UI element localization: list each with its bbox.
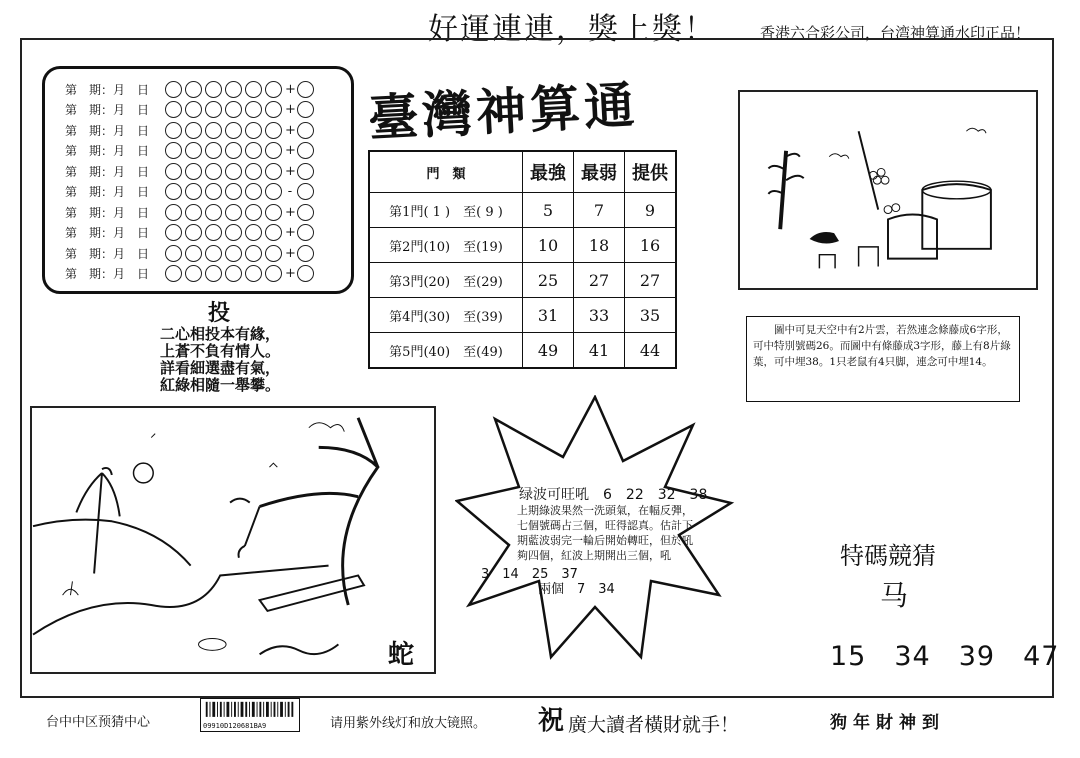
number-circle xyxy=(205,142,222,159)
number-circle xyxy=(265,245,282,262)
tracking-row-label: 第 期：月 日 xyxy=(65,185,150,199)
tracking-row xyxy=(65,161,317,181)
top-slogan: 好運連連，獎上獎！ xyxy=(428,12,716,47)
number-circle xyxy=(205,101,222,118)
number-circle xyxy=(265,204,282,221)
number-circle xyxy=(265,81,282,98)
row-range: 第4門(30) 至(39) xyxy=(369,298,523,333)
footer-wish-char: 祝 xyxy=(538,706,565,736)
tracking-row xyxy=(65,243,317,263)
number-circle xyxy=(297,245,314,262)
header-category: 門 類 xyxy=(369,151,523,193)
tracking-row-operator: + xyxy=(285,245,296,261)
snake-landscape-illustration xyxy=(30,406,436,674)
poem-line: 上蒼不負有情人。 xyxy=(160,342,281,360)
number-circle xyxy=(265,183,282,200)
header-weak: 最弱 xyxy=(574,151,625,193)
number-circle xyxy=(297,81,314,98)
tracking-row xyxy=(65,182,317,202)
poem-line: 詳看細選盡有氣， xyxy=(160,359,281,377)
number-circle xyxy=(225,122,242,139)
number-circle xyxy=(185,101,202,118)
number-circle xyxy=(245,245,262,262)
table-header-row xyxy=(369,151,676,193)
row-strong: 25 xyxy=(523,263,574,298)
number-circle xyxy=(245,204,262,221)
row-weak: 41 xyxy=(574,333,625,369)
number-circle xyxy=(165,81,182,98)
number-circle xyxy=(265,122,282,139)
row-strong: 10 xyxy=(523,228,574,263)
header-strong: 最強 xyxy=(523,151,574,193)
poem-title: 投 xyxy=(208,300,231,326)
burst-body: 上期綠波果然一洗頭氣，在幅反彈，七個號碼占三個，旺得認真。估計下期藍波弱完一輪后開始轉旺，但於吼夠四個，紅波上期開出三個，吼 xyxy=(517,504,693,562)
number-circle xyxy=(265,265,282,282)
number-circle xyxy=(165,245,182,262)
row-weak: 33 xyxy=(574,298,625,333)
hint-box: 圖中可見天空中有2片雲，若然連念條藤成6字形，可中特別號碼26。而圖中有條藤成3字形，藤上有8片綠葉，可中埋38。1只老鼠有4只脚，連念可中埋14。 xyxy=(746,316,1020,402)
number-circle xyxy=(185,245,202,262)
page-title: 臺灣神算通 xyxy=(366,74,640,149)
number-circle xyxy=(225,224,242,241)
number-circle xyxy=(297,265,314,282)
tracking-row-label: 第 期：月 日 xyxy=(65,123,150,138)
number-circle xyxy=(297,122,314,139)
header-offer: 提供 xyxy=(625,151,677,193)
number-circle xyxy=(225,101,242,118)
number-circle xyxy=(185,183,202,200)
row-offer: 9 xyxy=(625,193,677,228)
number-circle xyxy=(225,142,242,159)
tree-stump-illustration xyxy=(738,90,1038,290)
number-circle xyxy=(297,142,314,159)
tracking-row-operator: + xyxy=(285,143,296,158)
number-circle xyxy=(205,265,222,282)
table-row xyxy=(369,333,676,369)
row-range: 第3門(20) 至(29) xyxy=(369,263,523,298)
row-range: 第1門( 1 ) 至( 9 ) xyxy=(369,193,523,228)
number-circle xyxy=(165,224,182,241)
tracking-row xyxy=(65,100,317,120)
number-table xyxy=(368,150,677,369)
number-circle xyxy=(165,204,182,221)
row-offer: 44 xyxy=(625,333,677,369)
tracking-row-label: 第 期：月 日 xyxy=(65,205,150,220)
table-row xyxy=(369,193,676,228)
number-circle xyxy=(205,183,222,200)
number-circle xyxy=(265,142,282,159)
tracking-row-label: 第 期：月 日 xyxy=(65,246,150,261)
number-circle xyxy=(297,163,314,180)
number-circle xyxy=(265,224,282,241)
number-circle xyxy=(245,163,262,180)
tracking-row-operator: + xyxy=(285,122,296,138)
number-circle xyxy=(165,142,182,159)
poem-line: 二心相投本有緣， xyxy=(160,325,281,343)
row-strong: 49 xyxy=(523,333,574,369)
tracking-row xyxy=(65,202,317,222)
number-circle xyxy=(245,101,262,118)
row-offer: 16 xyxy=(625,228,677,263)
tracking-row-operator: + xyxy=(285,266,296,281)
number-circle xyxy=(205,224,222,241)
number-circle xyxy=(225,183,242,200)
row-weak: 27 xyxy=(574,263,625,298)
number-circle xyxy=(185,265,202,282)
tracking-row-operator: + xyxy=(285,204,296,220)
special-numbers: 15 34 39 47 xyxy=(830,641,1060,672)
footer-instruction: 请用紫外线灯和放大镜照。 xyxy=(330,716,487,731)
number-circle xyxy=(245,183,262,200)
number-circle xyxy=(205,204,222,221)
number-circle xyxy=(225,204,242,221)
tracking-row-operator: + xyxy=(285,225,296,240)
number-circle xyxy=(225,163,242,180)
special-label: 特碼競猜 xyxy=(840,542,936,570)
number-circle xyxy=(185,81,202,98)
number-circle xyxy=(185,142,202,159)
row-offer: 35 xyxy=(625,298,677,333)
tracking-row xyxy=(65,264,317,284)
tracking-row xyxy=(65,141,317,161)
number-circle xyxy=(245,81,262,98)
row-range: 第2門(10) 至(19) xyxy=(369,228,523,263)
number-circle xyxy=(185,163,202,180)
company-note: 香港六合彩公司，台湾神算通水印正品！ xyxy=(760,24,1031,42)
tracking-row-label: 第 期：月 日 xyxy=(65,82,150,97)
row-weak: 7 xyxy=(574,193,625,228)
tracking-row-operator: + xyxy=(285,81,296,97)
number-circle xyxy=(225,265,242,282)
number-circle xyxy=(205,122,222,139)
number-circle xyxy=(225,81,242,98)
row-strong: 31 xyxy=(523,298,574,333)
barcode-number: 09910D120681BA9 xyxy=(203,722,267,730)
number-circle xyxy=(225,245,242,262)
tracking-row-operator: + xyxy=(285,163,296,179)
burst-numbers: 3 14 25 37 xyxy=(481,567,578,582)
tracking-row xyxy=(65,120,317,140)
number-circle xyxy=(165,122,182,139)
footer-center-name: 台中中区预猜中心 xyxy=(46,715,151,730)
footer-wish: 廣大讀者橫財就手！ xyxy=(568,714,740,736)
row-offer: 27 xyxy=(625,263,677,298)
number-circle xyxy=(205,81,222,98)
tracking-row-label: 第 期：月 日 xyxy=(65,103,150,117)
number-circle xyxy=(205,163,222,180)
poem xyxy=(160,326,280,394)
burst-heading: 绿波可旺吼 6 22 32 38 xyxy=(519,487,708,503)
number-circle xyxy=(165,265,182,282)
number-circle xyxy=(165,183,182,200)
special-zodiac: 马 xyxy=(880,579,909,612)
number-circle xyxy=(245,122,262,139)
zodiac-label: 蛇 xyxy=(388,640,415,670)
number-circle xyxy=(297,204,314,221)
number-circle xyxy=(265,101,282,118)
number-circle xyxy=(185,224,202,241)
number-circle xyxy=(165,163,182,180)
tracking-row-label: 第 期：月 日 xyxy=(65,144,150,158)
tracking-row-label: 第 期：月 日 xyxy=(65,267,150,281)
number-circle xyxy=(245,265,262,282)
number-circle xyxy=(205,245,222,262)
footer-year-slogan: 狗年財神到 xyxy=(830,713,945,733)
table-row xyxy=(369,263,676,298)
number-circle xyxy=(265,163,282,180)
number-circle xyxy=(185,204,202,221)
number-circle xyxy=(165,101,182,118)
number-circle xyxy=(185,122,202,139)
row-weak: 18 xyxy=(574,228,625,263)
number-circle xyxy=(297,101,314,118)
number-circle xyxy=(245,224,262,241)
tracking-row xyxy=(65,79,317,99)
tracking-row-operator: - xyxy=(287,184,293,199)
number-circle xyxy=(297,183,314,200)
tracking-row-label: 第 期：月 日 xyxy=(65,164,150,179)
tracking-row-label: 第 期：月 日 xyxy=(65,226,150,240)
poem-line: 紅綠相隨一舉攀。 xyxy=(160,376,281,394)
tracking-row xyxy=(65,223,317,243)
row-strong: 5 xyxy=(523,193,574,228)
table-row xyxy=(369,298,676,333)
row-range: 第5門(40) 至(49) xyxy=(369,333,523,369)
tracking-row-operator: + xyxy=(285,102,296,117)
number-circle xyxy=(297,224,314,241)
tracking-card xyxy=(42,66,354,294)
burst-tail: 兩個 7 34 xyxy=(538,582,615,597)
number-circle xyxy=(245,142,262,159)
table-row xyxy=(369,228,676,263)
